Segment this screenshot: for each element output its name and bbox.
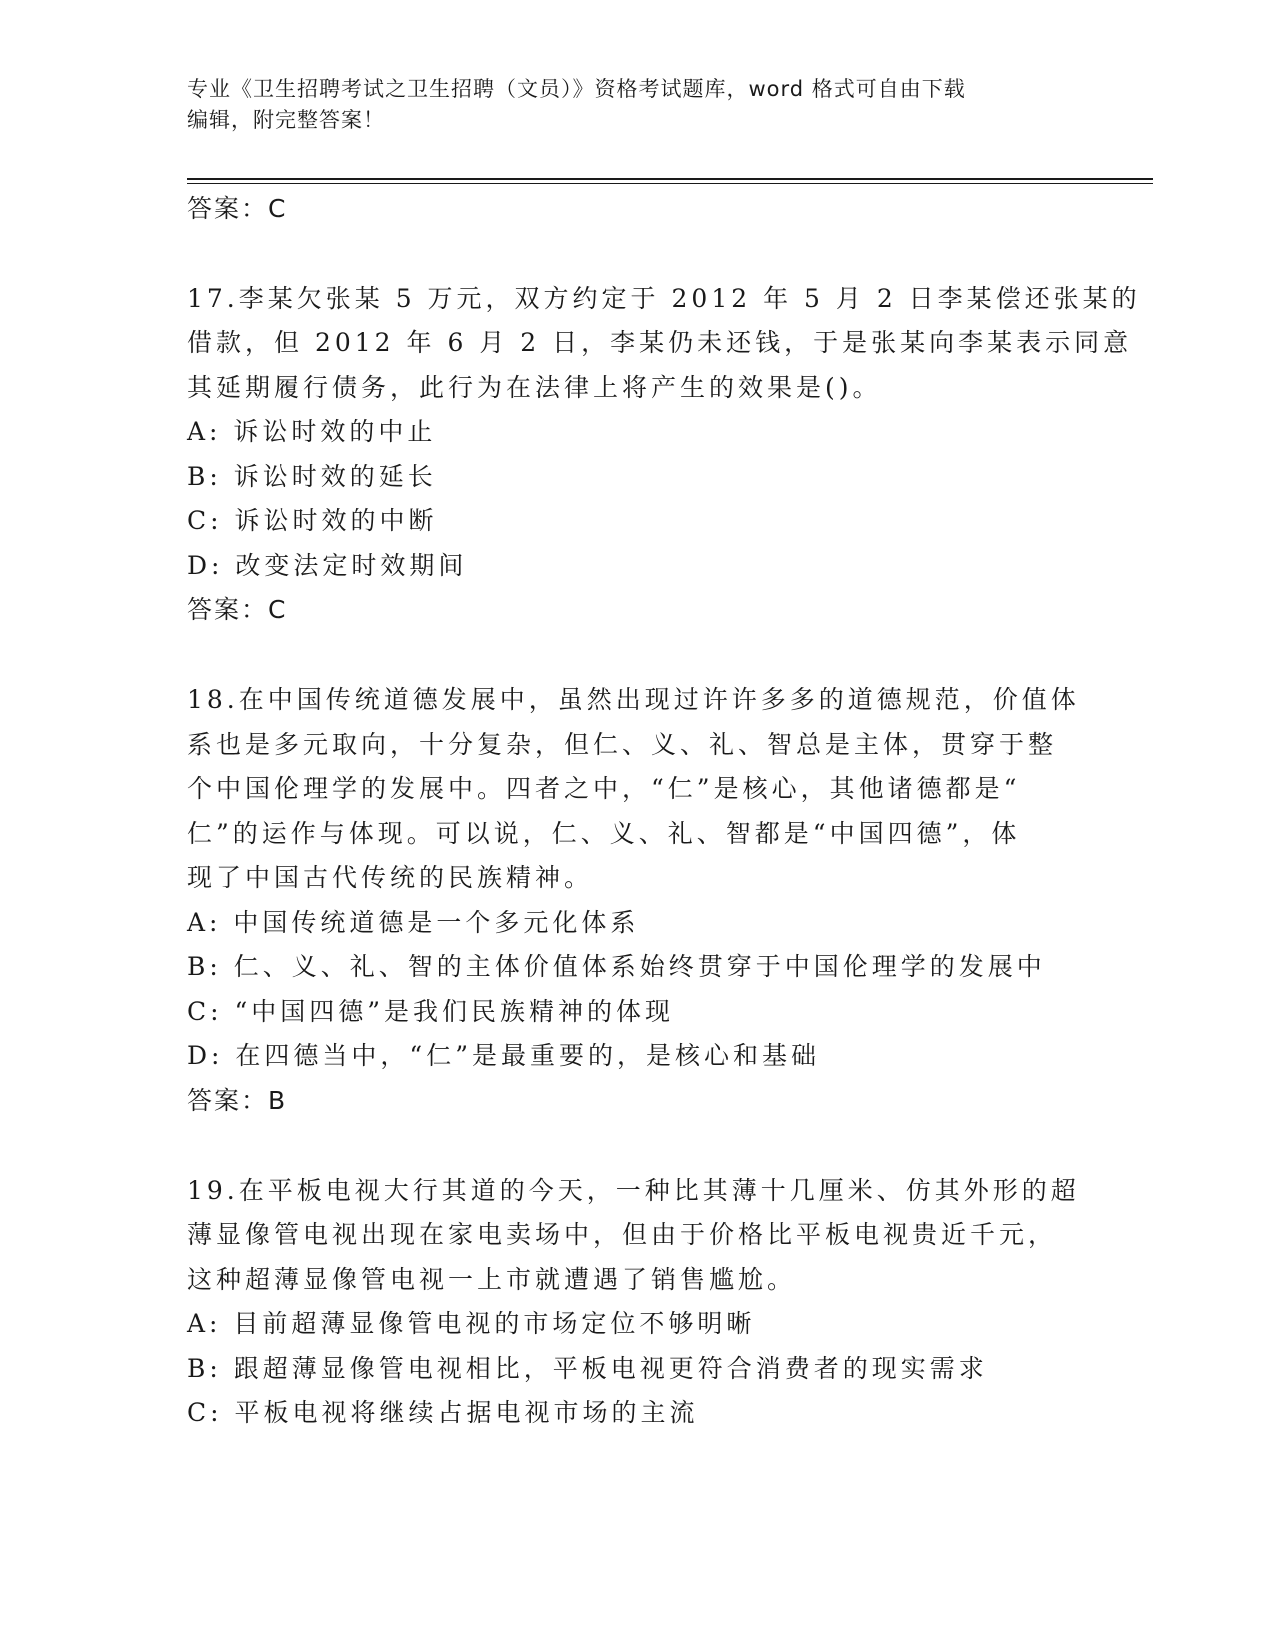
header-line-1: 专业《卫生招聘考试之卫生招聘（文员）》资格考试题库，word 格式可自由下载 <box>187 77 966 101</box>
header-line-2: 编辑，附完整答案！ <box>187 108 385 132</box>
page-header <box>187 74 1087 136</box>
question-19-option-b: B: 跟超薄显像管电视相比，平板电视更符合消费者的现实需求 <box>187 1354 988 1383</box>
question-17-option-d: D: 改变法定时效期间 <box>187 551 468 580</box>
question-17-line-1: 17.李某欠张某 5 万元，双方约定于 2012 年 5 月 2 日李某偿还张某的 <box>187 284 1141 313</box>
question-18-option-c: C: “中国四德”是我们民族精神的体现 <box>187 997 675 1026</box>
question-17-line-2: 借款，但 2012 年 6 月 2 日，李某仍未还钱，于是张某向李某表示同意 <box>187 328 1133 357</box>
header-rule-thick <box>187 178 1153 180</box>
question-18-option-d: D: 在四德当中，“仁”是最重要的，是核心和基础 <box>187 1041 820 1070</box>
question-18-option-a: A: 中国传统道德是一个多元化体系 <box>187 908 640 937</box>
question-17-line-3: 其延期履行债务，此行为在法律上将产生的效果是()。 <box>187 373 882 402</box>
question-18-line-2: 系也是多元取向，十分复杂，但仁、义、礼、智总是主体，贯穿于整 <box>187 730 1058 759</box>
question-18-line-4: 仁”的运作与体现。可以说，仁、义、礼、智都是“中国四德”，体 <box>187 819 1021 848</box>
question-19-line-2: 薄显像管电视出现在家电卖场中，但由于价格比平板电视贵近千元， <box>187 1220 1058 1249</box>
question-19-line-3: 这种超薄显像管电视一上市就遭遇了销售尴尬。 <box>187 1265 797 1294</box>
question-18-answer: 答案：B <box>187 1086 288 1115</box>
question-17-option-b: B: 诉讼时效的延长 <box>187 462 437 491</box>
question-18-option-b: B: 仁、义、礼、智的主体价值体系始终贯穿于中国伦理学的发展中 <box>187 952 1046 981</box>
question-19-line-1: 19.在平板电视大行其道的今天，一种比其薄十几厘米、仿其外形的超 <box>187 1176 1080 1205</box>
question-17-option-a: A: 诉讼时效的中止 <box>187 417 437 446</box>
question-18-line-5: 现了中国古代传统的民族精神。 <box>187 863 594 892</box>
question-17-option-c: C: 诉讼时效的中断 <box>187 506 438 535</box>
header-rule-thin <box>187 183 1153 184</box>
question-19-option-c: C: 平板电视将继续占据电视市场的主流 <box>187 1398 699 1427</box>
question-19-option-a: A: 目前超薄显像管电视的市场定位不够明晰 <box>187 1309 756 1338</box>
question-18-line-3: 个中国伦理学的发展中。四者之中，“仁”是核心，其他诸德都是“ <box>187 774 1021 803</box>
question-17-answer: 答案：C <box>187 595 288 624</box>
answer-prev: 答案：C <box>187 194 288 223</box>
question-18-line-1: 18.在中国传统道德发展中，虽然出现过许许多多的道德规范，价值体 <box>187 685 1080 714</box>
